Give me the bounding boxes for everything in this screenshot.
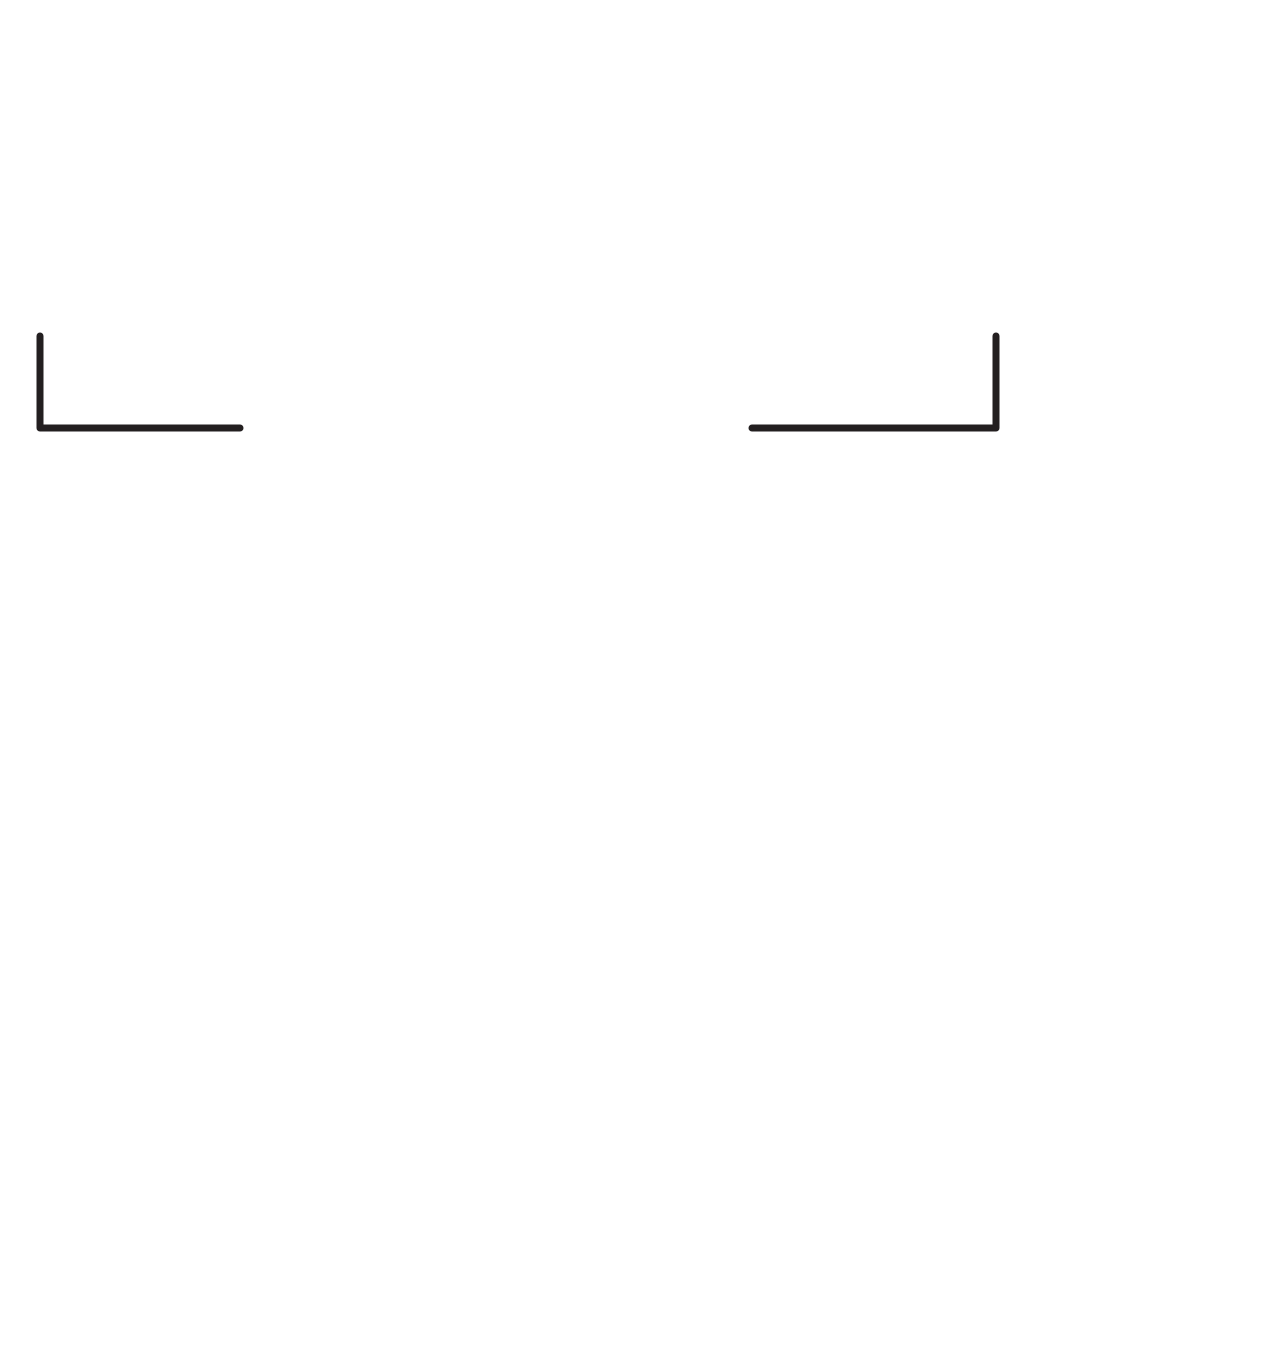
knitting-chart <box>0 0 1280 560</box>
repeat-bracket <box>40 336 996 428</box>
